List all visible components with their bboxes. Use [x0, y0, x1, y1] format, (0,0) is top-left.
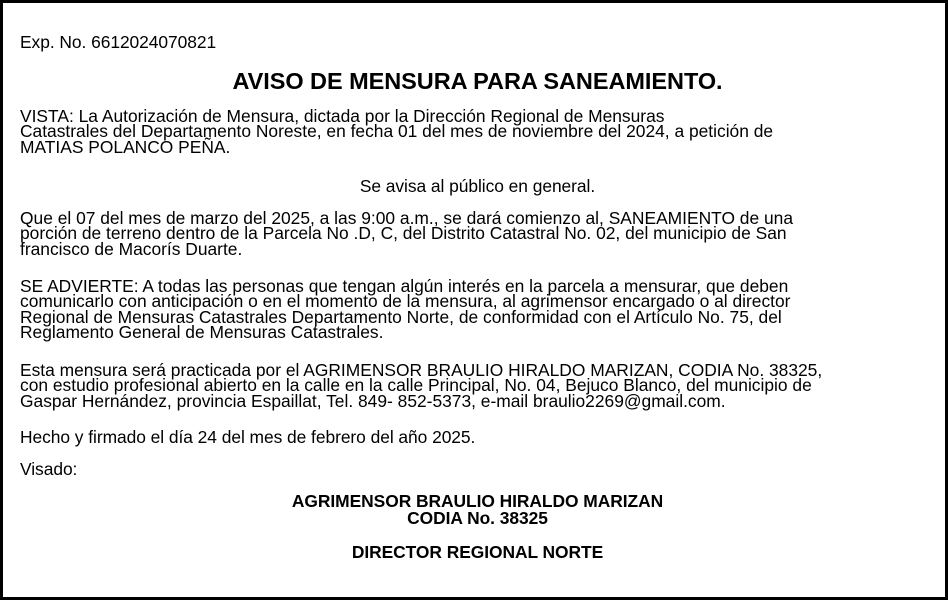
practicada-paragraph [20, 360, 935, 411]
expedient-number: Exp. No. 6612024070821 [20, 32, 217, 52]
se-advierte-line: Regional de Mensuras Catastrales Departamento Norte, de conformidad con el Artículo No. 75, del [20, 306, 782, 327]
visado-label: Visado: [20, 459, 78, 479]
se-advierte-line: comunicarlo con anticipación o en el momento de la mensura, al agrimensor encargado o al director [20, 291, 791, 312]
que-line: porción de terreno dentro de la Parcela No .D, C, del Distrito Catastral No. 02, del municipio de San [20, 223, 787, 244]
signer-name: AGRIMENSOR BRAULIO HIRALDO MARIZAN [291, 491, 664, 511]
public-notice-line: Se avisa al público en general. [359, 176, 596, 196]
que-line: francisco de Macorís Duarte. [20, 238, 243, 259]
se-advierte-line: SE ADVIERTE: A todas las personas que tengan algún interés en la parcela a mensurar, que deben [20, 276, 789, 296]
notice-title: AVISO DE MENSURA PARA SANEAMIENTO. [232, 68, 723, 94]
que-paragraph [20, 208, 935, 259]
signer-role: DIRECTOR REGIONAL NORTE [351, 542, 604, 562]
practicada-line: Gaspar Hernández, provincia Espaillat, Tel. 849- 852-5373, e-mail braulio2269@gmail.com. [20, 390, 726, 411]
se-advierte-line: Reglamento General de Mensuras Catastrales. [20, 322, 384, 343]
signer-codia: CODIA No. 38325 [407, 508, 548, 528]
se-advierte-paragraph [20, 276, 935, 343]
practicada-line: Esta mensura será practicada por el AGRIMENSOR BRAULIO HIRALDO MARIZAN, CODIA No. 38325, [20, 360, 823, 380]
que-line: Que el 07 del mes de marzo del 2025, a las 9:00 a.m., se dará comienzo al, SANEAMIENTO de una [20, 208, 794, 228]
vista-line: MATIAS POLANCO PEÑA. [20, 136, 231, 157]
vista-paragraph [20, 106, 935, 157]
vista-line: Catastrales del Departamento Noreste, en fecha 01 del mes de noviembre del 2024, a petición de [20, 121, 774, 142]
vista-line: VISTA: La Autorización de Mensura, dictada por la Dirección Regional de Mensuras [20, 106, 665, 126]
practicada-line: con estudio profesional abierto en la calle en la calle Principal, No. 04, Bejuco Blanco, del municipio de [20, 375, 812, 396]
signed-date-line: Hecho y firmado el día 24 del mes de febrero del año 2025. [20, 427, 476, 447]
